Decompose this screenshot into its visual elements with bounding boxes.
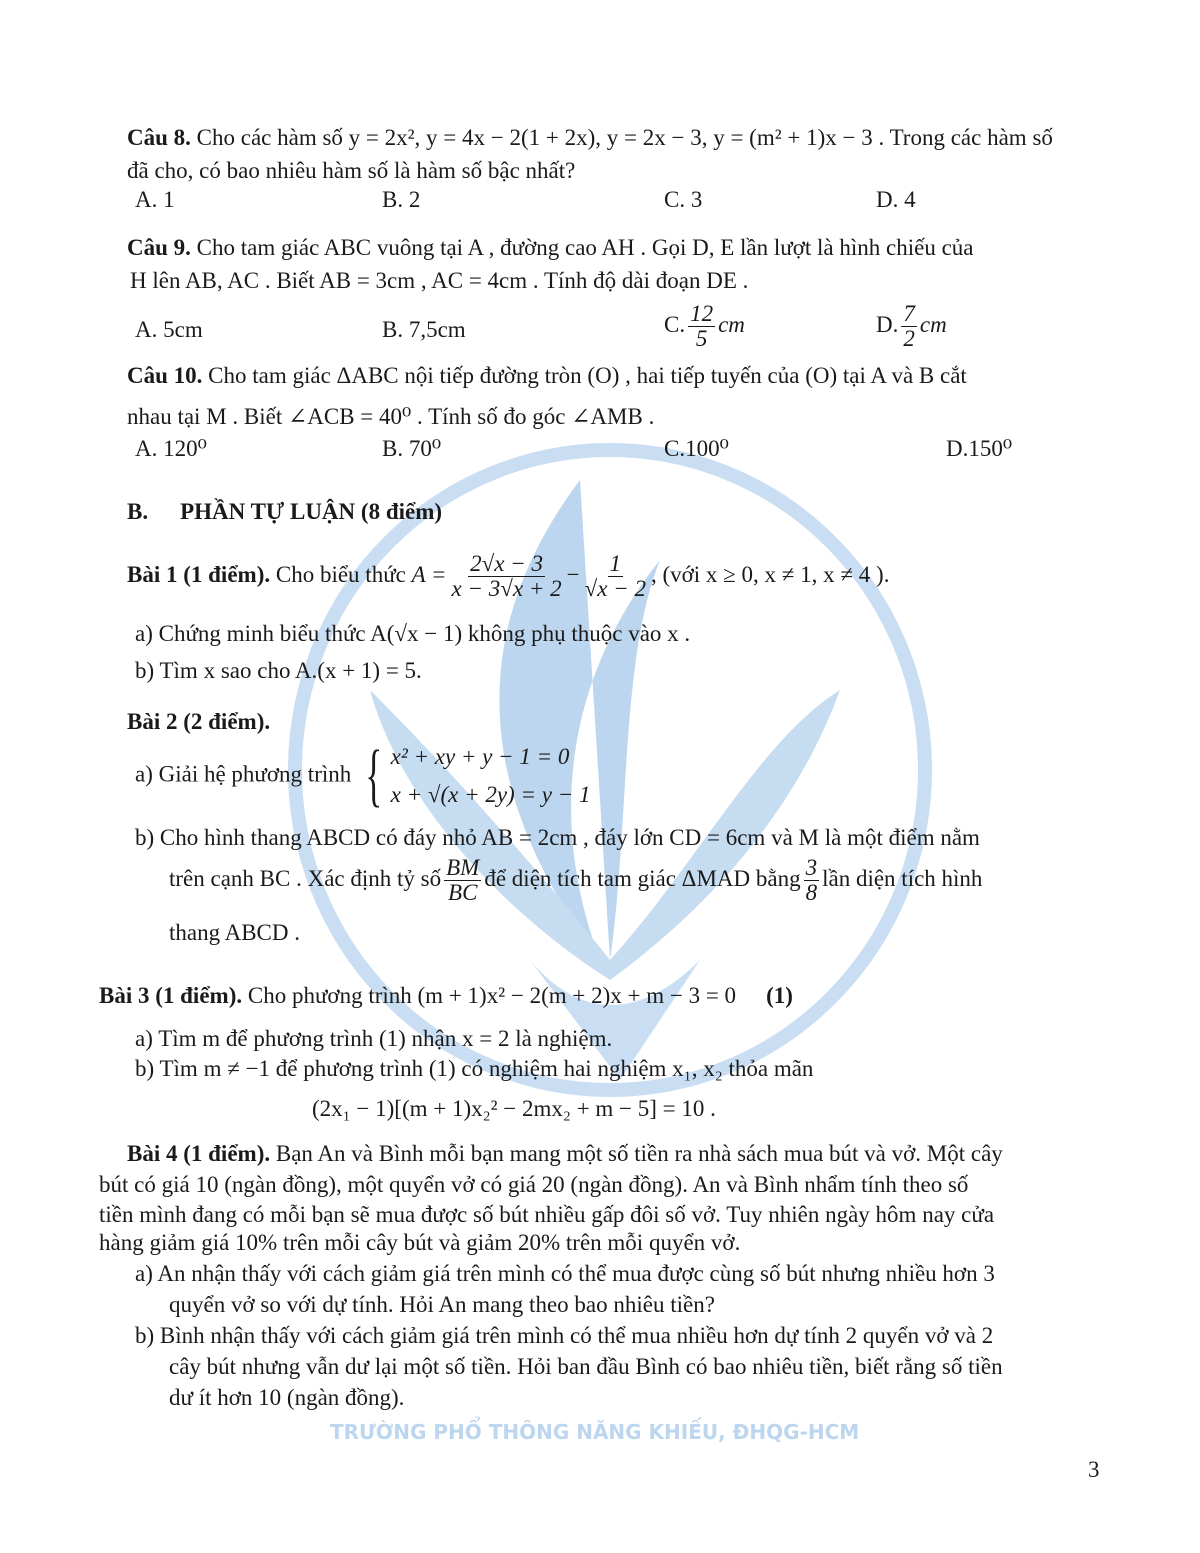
- section-letter: B.: [127, 499, 149, 524]
- bai2-label: Bài 2 (2 điểm).: [127, 709, 271, 734]
- q9-option-d: [876, 302, 947, 351]
- bai3-part-a: a) Tìm m để phương trình (1) nhận x = 2 là nghiệm.: [135, 1026, 613, 1051]
- denominator: BC: [448, 880, 478, 905]
- denominator: √x − 2: [584, 576, 646, 601]
- bai2-part-b-line3: thang ABCD .: [169, 920, 300, 945]
- q9-line2: H lên AB, AC . Biết AB = 3cm , AC = 4cm . Tính độ dài đoạn DE .: [130, 268, 749, 293]
- fraction: [688, 302, 715, 351]
- numerator: 3: [805, 855, 818, 880]
- q10-line1: [127, 362, 967, 390]
- bai2-part-b-line1: b) Cho hình thang ABCD có đáy nhỏ AB = 2cm , đáy lớn CD = 6cm và M là một điểm nằm: [135, 825, 980, 850]
- fraction: [901, 302, 917, 351]
- bai1-part-a: a) Chứng minh biểu thức A(√x − 1) không phụ thuộc vào x .: [135, 621, 691, 646]
- q8-option-b: B. 2: [382, 187, 421, 212]
- q10-option-d: D.150⁰: [946, 436, 1013, 461]
- q10-line2: nhau tại M . Biết ∠ACB = 40⁰ . Tính số đo góc ∠AMB .: [127, 404, 655, 429]
- bai1-label: Bài 1 (1 điểm).: [127, 561, 271, 587]
- text: trên cạnh BC . Xác định tỷ số: [169, 865, 442, 891]
- fraction-1: [450, 552, 564, 601]
- unit: cm: [718, 311, 745, 337]
- bai1-part-b: b) Tìm x sao cho A.(x + 1) = 5.: [135, 658, 422, 683]
- numerator: 2√x − 3: [470, 551, 543, 576]
- text: để diện tích tam giác ΔMAD bằng: [484, 865, 801, 891]
- q9-option-d-letter: D.: [876, 311, 899, 337]
- equation-system: [357, 738, 590, 814]
- bai4-line2: bút có giá 10 (ngàn đồng), một quyển vở có giá 20 (ngàn đồng). An và Bình nhẩm tính theo số: [99, 1172, 969, 1197]
- unit: cm: [919, 311, 947, 337]
- bai4-part-b-line3: dư ít hơn 10 (ngàn đồng).: [169, 1385, 405, 1410]
- bai3-part-b: b) Tìm m ≠ −1 để phương trình (1) có nghiệm hai nghiệm x₁, x₂ thỏa mãn: [135, 1056, 814, 1081]
- bai4-label: Bài 4 (1 điểm).: [127, 1141, 271, 1166]
- denominator: 2: [903, 326, 915, 351]
- q10-label: Câu 10.: [127, 363, 203, 388]
- bai4-part-a-line1: a) An nhận thấy với cách giảm giá trên mình có thể mua được cùng số bút nhưng nhiều hơn 3: [135, 1261, 995, 1286]
- bai4-line1: [127, 1140, 1003, 1168]
- q8-label: Câu 8.: [127, 125, 191, 150]
- numerator: BM: [446, 855, 480, 880]
- minus: −: [566, 561, 580, 587]
- bai1-line: [127, 552, 889, 601]
- q9-option-a: A. 5cm: [135, 317, 203, 342]
- fraction-2: [583, 552, 648, 601]
- q10-option-b: B. 70⁰: [382, 436, 442, 461]
- q9-text: Cho tam giác ABC vuông tại A , đường cao AH . Gọi D, E lần lượt là hình chiếu của: [196, 235, 974, 260]
- brace: {: [365, 737, 383, 814]
- equation-1: x² + xy + y − 1 = 0: [390, 744, 570, 769]
- q8-option-d: D. 4: [876, 187, 916, 212]
- q8-option-c: C. 3: [664, 187, 703, 212]
- denominator: x − 3√x + 2: [451, 576, 562, 601]
- bai3-condition: (2x₁ − 1)[(m + 1)x₂² − 2mx₂ + m − 5] = 10 .: [312, 1096, 716, 1121]
- bai1-intro: Cho biểu thức: [275, 561, 406, 587]
- bai2-part-b-line2: [169, 856, 982, 905]
- q10-option-c: C.100⁰: [664, 436, 729, 461]
- bai3-text: Cho phương trình (m + 1)x² − 2(m + 2)x + m − 3 = 0: [247, 983, 737, 1008]
- q9-option-c: [664, 302, 745, 351]
- bai4-part-b-line1: b) Bình nhận thấy với cách giảm giá trên mình có thể mua nhiều hơn dự tính 2 quyển vở và 2: [135, 1323, 994, 1348]
- equation-2: x + √(x + 2y) = y − 1: [390, 782, 591, 807]
- bai4-part-b-line2: cây bút nhưng vẫn dư lại một số tiền. Hỏi ban đầu Bình có bao nhiêu tiền, biết rằng số tiền: [169, 1354, 1003, 1379]
- fraction-3-8: [804, 856, 820, 905]
- numerator: 1: [609, 551, 622, 576]
- q9-option-b: B. 7,5cm: [382, 317, 466, 342]
- bai2-a-text: a) Giải hệ phương trình: [135, 761, 352, 787]
- section-title: PHẦN TỰ LUẬN (8 điểm): [180, 499, 443, 524]
- q8-line1: [127, 124, 1053, 152]
- denominator: 5: [695, 326, 708, 351]
- fraction-bm-bc: [444, 856, 481, 905]
- page-number: 3: [1088, 1457, 1100, 1482]
- q10-option-a: A. 120⁰: [135, 436, 207, 461]
- bai2-part-a: [135, 738, 590, 814]
- section-b-heading: [127, 498, 442, 526]
- watermark-text: TRƯỜNG PHỔ THÔNG NĂNG KHIẾU, ĐHQG-HCM: [330, 1420, 860, 1444]
- equation-number: (1): [766, 983, 793, 1008]
- q8-text: Cho các hàm số y = 2x², y = 4x − 2(1 + 2x), y = 2x − 3, y = (m² + 1)x − 3 . Trong các hàm số: [196, 125, 1053, 150]
- q9-label: Câu 9.: [127, 235, 191, 260]
- numerator: 12: [690, 301, 714, 326]
- q8-line2: đã cho, có bao nhiêu hàm số là hàm số bậc nhất?: [127, 158, 576, 183]
- text: lần diện tích hình: [822, 865, 983, 891]
- bai4-part-a-line2: quyển vở so với dự tính. Hỏi An mang theo bao nhiêu tiền?: [169, 1292, 715, 1317]
- text: Bạn An và Bình mỗi bạn mang một số tiền ra nhà sách mua bút và vở. Một cây: [275, 1141, 1003, 1166]
- q8-option-a: A. 1: [135, 187, 175, 212]
- bai4-line3: tiền mình đang có mỗi bạn sẽ mua được số bút nhiều gấp đôi số vở. Tuy nhiên ngày hôm nay cửa: [99, 1202, 995, 1227]
- numerator: 7: [903, 301, 915, 326]
- lhs: A =: [411, 561, 447, 587]
- condition: , (với x ≥ 0, x ≠ 1, x ≠ 4 ).: [650, 561, 890, 587]
- denominator: 8: [805, 880, 818, 905]
- bai3-line: [99, 982, 793, 1010]
- bai2-heading: [127, 708, 270, 736]
- q9-option-c-letter: C.: [664, 311, 686, 337]
- q10-text: Cho tam giác ΔABC nội tiếp đường tròn (O) , hai tiếp tuyến của (O) tại A và B cắt: [208, 363, 967, 388]
- bai3-label: Bài 3 (1 điểm).: [99, 983, 243, 1008]
- bai4-line4: hàng giảm giá 10% trên mỗi cây bút và giảm 20% trên mỗi quyển vở.: [99, 1230, 741, 1255]
- q9-line1: [127, 234, 974, 262]
